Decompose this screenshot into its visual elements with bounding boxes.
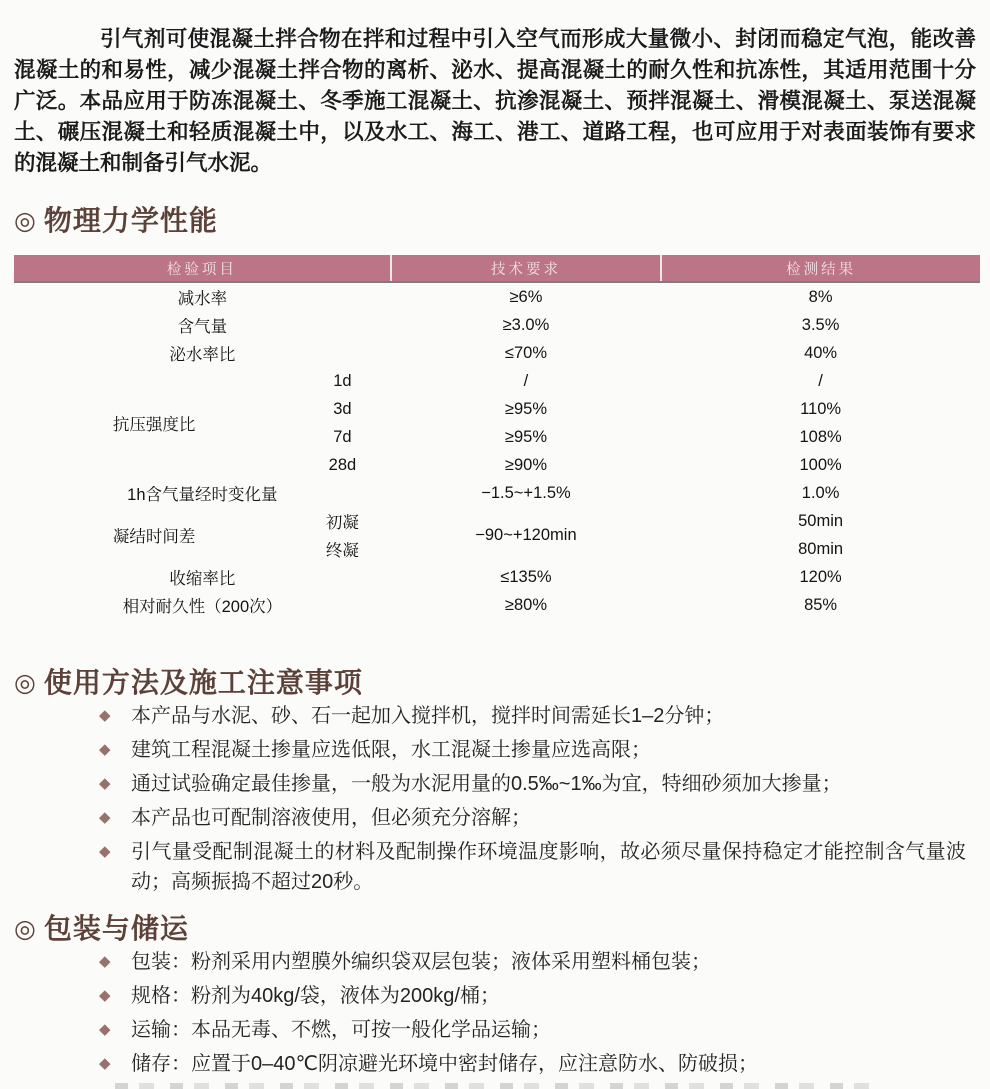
cell-item: 含气量 [177, 318, 228, 336]
list-item [99, 1015, 966, 1045]
list-item [99, 981, 966, 1011]
diamond-bullet-icon: ◆ [99, 741, 111, 758]
diamond-bullet-icon: ◆ [99, 953, 111, 970]
cell-requirement: ≥95% [504, 399, 547, 418]
cell-requirement: −1.5~+1.5% [481, 483, 571, 502]
cell-item: 1h含气量经时变化量 [127, 486, 278, 504]
cell-item: 相对耐久性（200次） [122, 598, 283, 616]
cell-result: 85% [804, 595, 838, 614]
table-row [14, 563, 980, 591]
cell-result: 8% [808, 287, 833, 306]
cell-sub-item: 初凝 [325, 514, 359, 532]
section-title: 包装与储运 [43, 913, 189, 944]
cell-result: 40% [804, 343, 838, 362]
cell-result: 80min [798, 539, 844, 558]
diamond-bullet-icon: ◆ [99, 707, 111, 724]
cell-item: 减水率 [177, 290, 228, 308]
diamond-bullet-icon: ◆ [99, 987, 111, 1004]
section-bullseye-icon: ◎ [14, 915, 37, 943]
header-cell-item: 检验项目 [14, 255, 391, 282]
cell-requirement: ≥6% [509, 287, 543, 306]
bullet-text: 包装：粉剂采用内塑膜外编织袋双层包装；液体采用塑料桶包装； [131, 951, 711, 973]
cell-requirement: ≥95% [504, 427, 547, 446]
cell-result: / [818, 371, 823, 390]
cell-requirement: −90~+120min [475, 525, 577, 544]
bullet-text: 建筑工程混凝土掺量应选低限，水工混凝土掺量应选高限； [131, 739, 651, 761]
cell-result: 110% [800, 399, 842, 418]
cell-item-group: 抗压强度比 [112, 416, 196, 434]
bullet-text: 规格：粉剂为40kg/袋，液体为200kg/桶； [131, 985, 500, 1007]
diamond-bullet-icon: ◆ [99, 809, 111, 826]
table-row [14, 591, 980, 619]
bullet-text: 本产品也可配制溶液使用，但必须充分溶解； [131, 807, 531, 829]
cell-result: 100% [799, 455, 842, 474]
packaging-bullet-list [14, 947, 976, 1079]
document-page [0, 24, 990, 1079]
list-item [99, 769, 966, 799]
header-cell-requirement: 技术要求 [391, 255, 661, 282]
bullet-text: 通过试验确定最佳掺量，一般为水泥用量的0.5‰~1‰为宜，特细砂须加大掺量； [131, 773, 842, 795]
table-row [14, 367, 980, 395]
header-cell-result: 检测结果 [661, 255, 980, 282]
section-bullseye-icon: ◎ [14, 669, 37, 697]
section-title: 使用方法及施工注意事项 [43, 667, 363, 698]
cutoff-text-line [115, 1083, 885, 1089]
diamond-bullet-icon: ◆ [99, 843, 111, 860]
bullet-text: 引气量受配制混凝土的材料及配制操作环境温度影响，故必须尽量保持稳定才能控制含气量波动；高频振捣不超过20秒。 [131, 841, 966, 893]
intro-paragraph: 引气剂可使混凝土拌合物在拌和过程中引入空气而形成大量微小、封闭而稳定气泡，能改善混凝土的和易性，减少混凝土拌合物的离析、泌水、提高混凝土的耐久性和抗冻性，其适用范围十分广泛。本品应用于防冻混凝土、冬季施工混凝土、抗渗混凝土、预拌混凝土、滑模混凝土、泵送混凝土、碾压混凝土和轻质混凝土中，以及水工、海工、港工、道路工程，也可应用于对表面装饰有要求的混凝土和制备引气水泥。 [14, 27, 976, 175]
section-title: 物理力学性能 [43, 205, 218, 236]
table-row [14, 507, 980, 535]
usage-bullet-list [14, 701, 976, 897]
cell-item: 泌水率比 [169, 346, 236, 364]
cell-item-group: 凝结时间差 [112, 528, 196, 546]
bullet-text: 本产品与水泥、砂、石一起加入搅拌机，搅拌时间需延长1–2分钟； [131, 705, 725, 727]
cell-sub-item: 28d [328, 455, 357, 474]
list-item [99, 701, 966, 731]
cell-sub-item: 3d [333, 399, 352, 418]
cell-requirement: ≥90% [504, 455, 547, 474]
cell-result: 50min [798, 511, 844, 530]
table-row [14, 339, 980, 367]
cell-item: 收缩率比 [169, 570, 236, 588]
cell-requirement: ≤70% [504, 343, 547, 362]
diamond-bullet-icon: ◆ [99, 775, 111, 792]
cell-requirement: ≥80% [504, 595, 547, 614]
cell-requirement: ≥3.0% [502, 315, 550, 334]
cell-result: 120% [799, 567, 842, 586]
list-item [99, 1049, 966, 1079]
cell-result: 3.5% [801, 315, 840, 334]
section-bullseye-icon: ◎ [14, 207, 37, 235]
cell-requirement: ≤135% [500, 567, 552, 586]
cell-result: 1.0% [801, 483, 840, 502]
section-heading-physical [14, 203, 976, 239]
table-row [14, 282, 980, 311]
list-item [99, 837, 966, 897]
cell-sub-item: 7d [333, 427, 352, 446]
list-item [99, 947, 966, 977]
performance-table [14, 255, 980, 619]
cell-result: 108% [799, 427, 842, 446]
section-heading-usage [14, 665, 976, 701]
table-row [14, 311, 980, 339]
cell-requirement: / [523, 371, 529, 390]
list-item [99, 803, 966, 833]
table-row [14, 479, 980, 507]
diamond-bullet-icon: ◆ [99, 1021, 111, 1038]
section-heading-packaging [14, 911, 976, 947]
bullet-text: 运输：本品无毒、不燃，可按一般化学品运输； [131, 1019, 551, 1041]
cell-sub-item: 1d [333, 371, 352, 390]
table-header-row [14, 255, 980, 282]
cell-sub-item: 终凝 [325, 542, 359, 560]
list-item [99, 735, 966, 765]
bullet-text: 储存：应置于0–40℃阴凉避光环境中密封储存，应注意防水、防破损； [131, 1053, 758, 1075]
diamond-bullet-icon: ◆ [99, 1055, 111, 1072]
